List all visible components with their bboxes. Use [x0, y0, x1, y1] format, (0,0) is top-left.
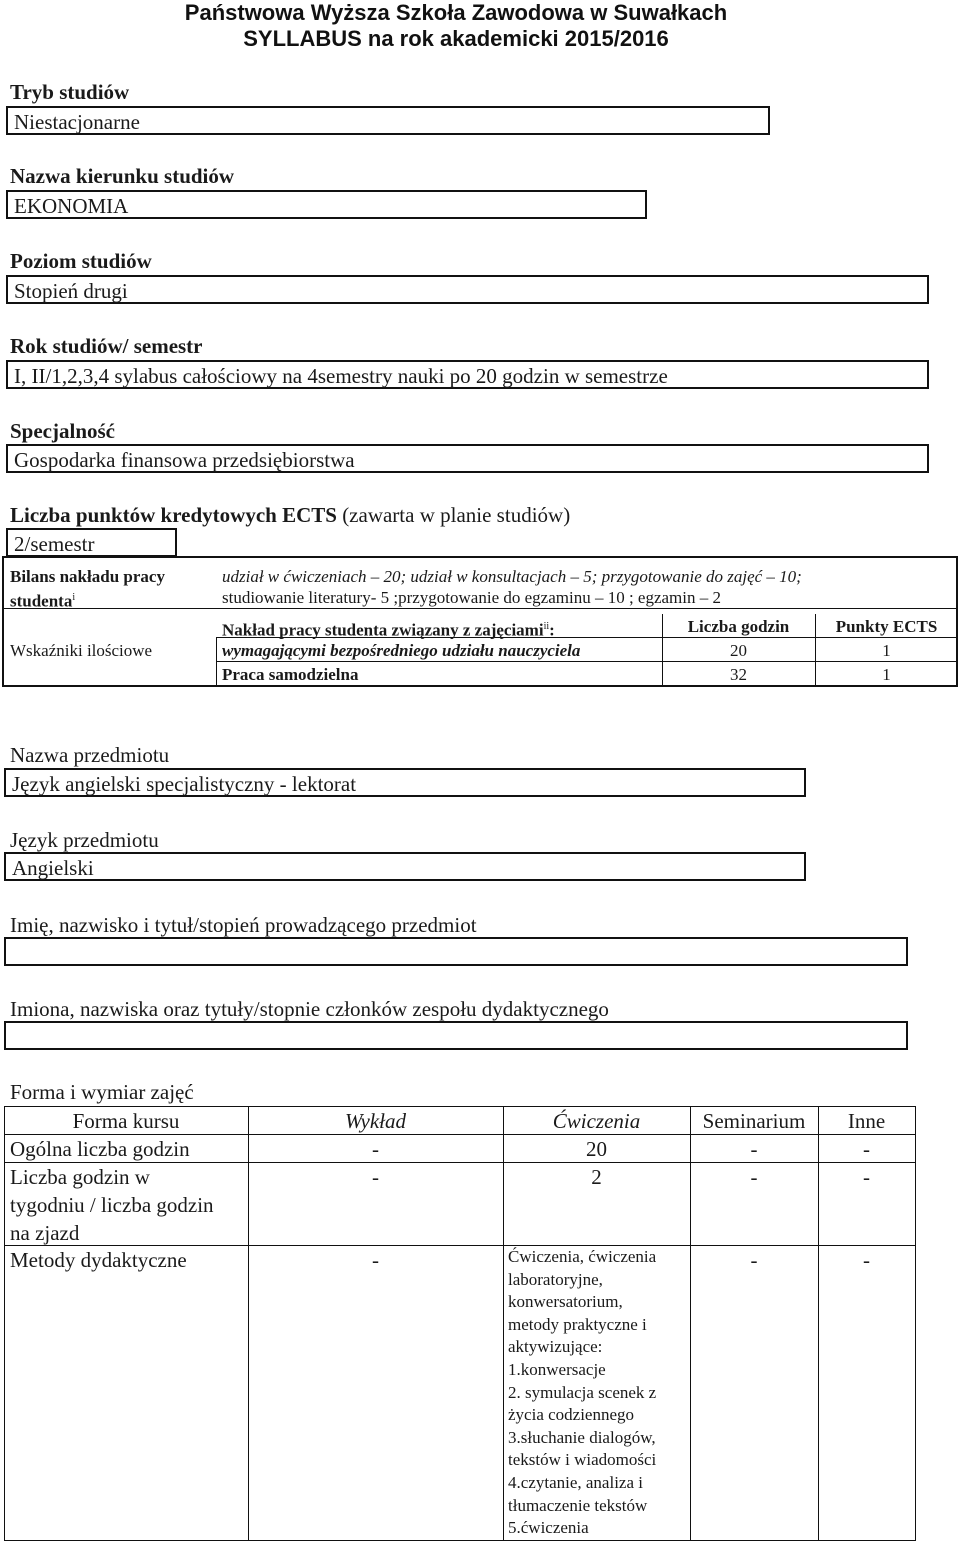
nazwa-przedmiotu-value: Język angielski specjalistyczny - lektorat: [12, 772, 357, 796]
tryb-value: Niestacjonarne: [14, 110, 140, 134]
forma-title: Forma i wymiar zajęć: [10, 1080, 194, 1104]
header-inne: Inne: [847, 1109, 886, 1133]
kierunek-value: EKONOMIA: [14, 194, 129, 218]
cell-value: -: [372, 1165, 379, 1189]
cell-value: 20: [586, 1137, 607, 1161]
syllabus-title: SYLLABUS na rok akademicki 2015/2016: [243, 26, 669, 51]
bilans-text-italic: udział w ćwiczeniach – 20; udział w konsultacjach – 5; przygotowanie do zajęć – 10;: [222, 567, 802, 586]
rok-value: I, II/1,2,3,4 sylabus całościowy na 4semestry nauki po 20 godzin w semestrze: [14, 364, 668, 388]
cell-value: -: [750, 1165, 758, 1189]
school-name: Państwowa Wyższa Szkoła Zawodowa w Suwałkach: [184, 0, 728, 25]
ects-label: Liczba punktów kredytowych ECTS (zawarta w planie studiów): [10, 503, 571, 527]
cell-value: -: [863, 1165, 870, 1189]
zespol-field: [4, 1021, 908, 1050]
row-hours: 20: [730, 641, 747, 660]
header-cwiczenia: Ćwiczenia: [552, 1109, 641, 1133]
tryb-field: [6, 106, 770, 135]
header-forma-kursu: Forma kursu: [72, 1109, 180, 1133]
cell-value: 2: [591, 1165, 602, 1189]
metody-cwiczenia: Ćwiczenia, ćwiczenia laboratoryjne, konwersatorium, metody praktyczne i aktywizujące: 1.konwersacje 2. symulacja scenek z życia codziennego 3.słuchanie dialogów, tekstów i wiadomości 4.czytanie, analiza i tłumaczenie tekstów 5.ćwiczenia: [508, 1247, 657, 1538]
hours-header: Liczba godzin: [687, 617, 790, 636]
tryb-label: Tryb studiów: [10, 80, 130, 104]
poziom-label: Poziom studiów: [10, 249, 152, 273]
cell-value: -: [372, 1137, 379, 1161]
rok-label: Rok studiów/ semestr: [10, 334, 203, 358]
jezyk-przedmiotu-value: Angielski: [12, 856, 94, 880]
row-label: Praca samodzielna: [222, 665, 359, 684]
cell-value: -: [863, 1248, 870, 1272]
naklad-header: Nakład pracy studenta związany z zajęciami$^{ii}$:: [222, 620, 555, 640]
jezyk-przedmiotu-label: Język przedmiotu: [10, 828, 159, 852]
bilans-label: Bilans nakładu pracy studenta$^i$: [10, 567, 165, 611]
row-ects: 1: [882, 665, 891, 684]
header-seminarium: Seminarium: [702, 1109, 806, 1133]
ects-field: [6, 528, 177, 557]
poziom-value: Stopień drugi: [14, 279, 128, 303]
row-label: Liczba godzin w tygodniu / liczba godzin na zjazd: [10, 1165, 214, 1245]
jezyk-przedmiotu-field: [4, 852, 806, 881]
specjalnosc-field: [6, 444, 929, 473]
kierunek-label: Nazwa kierunku studiów: [10, 164, 235, 188]
row-hours: 32: [730, 665, 747, 684]
nazwa-przedmiotu-field: [4, 768, 806, 797]
wskazniki-label: Wskaźniki ilościowe: [10, 641, 153, 660]
bilans-text: studiowanie literatury- 5 ;przygotowanie do egzaminu – 10 ; egzamin – 2: [222, 588, 722, 607]
row-ects: 1: [882, 641, 891, 660]
rok-field: [6, 360, 929, 389]
cell-value: -: [372, 1248, 379, 1272]
grid-line: [216, 661, 958, 662]
grid-line: [4, 1540, 916, 1541]
kierunek-field: [6, 190, 647, 219]
row-label: Ogólna liczba godzin: [10, 1137, 190, 1161]
ects-value: 2/semestr: [14, 532, 95, 556]
grid-line: [915, 1106, 916, 1541]
row-label: Metody dydaktyczne: [10, 1248, 187, 1272]
cell-value: -: [750, 1248, 758, 1272]
ects-header: Punkty ECTS: [835, 617, 938, 636]
specjalnosc-label: Specjalność: [10, 419, 115, 443]
row-label: wymagającymi bezpośredniego udziału nauczyciela: [222, 641, 581, 660]
nazwa-przedmiotu-label: Nazwa przedmiotu: [10, 743, 170, 767]
grid-line: [4, 1106, 5, 1541]
header-wyklad: Wykład: [344, 1109, 407, 1133]
prowadzacy-field: [4, 937, 908, 966]
cell-value: -: [863, 1137, 870, 1161]
grid-line: [216, 637, 217, 687]
prowadzacy-label: Imię, nazwisko i tytuł/stopień prowadzącego przedmiot: [10, 913, 477, 937]
zespol-label: Imiona, nazwiska oraz tytuły/stopnie członków zespołu dydaktycznego: [10, 997, 609, 1021]
poziom-field: [6, 275, 929, 304]
cell-value: -: [750, 1137, 758, 1161]
specjalnosc-value: Gospodarka finansowa przedsiębiorstwa: [14, 448, 355, 472]
